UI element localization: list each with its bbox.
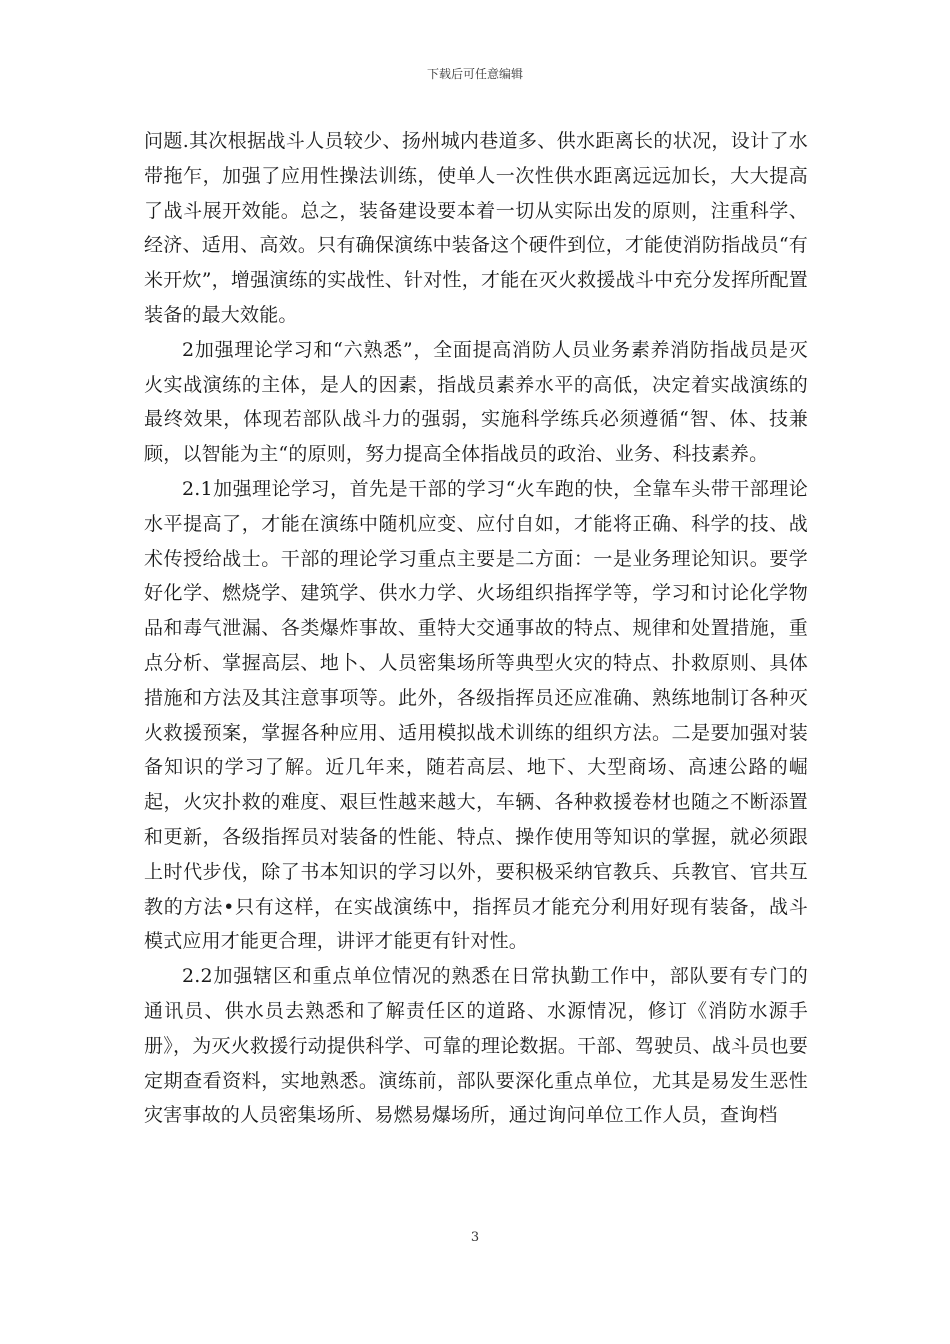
paragraph-section-2: 2加强理论学习和“六熟悉”，全面提高消防人员业务素养消防指战员是灭火实战演练的主体，是人的因素，指战员素养水平的高低，决定着实战演练的最终效果，体现若部队战斗力的强弱，实施科学练兵必须遵循“智、体、技兼顾，以智能为主“的原则，努力提高全体指战员的政治、业务、科技素养。 <box>144 338 808 466</box>
page-header: 下载后可任意编辑 <box>426 67 523 81</box>
paragraph-equipment-summary: 问题.其次根据战斗人员较少、扬州城内巷道多、供水距离长的状况，设计了水带拖乍，加强了应用性操法训练，使单人一次性供水距离远远加长，大大提高了战斗展开效能。总之，装备建设要本着一切从实际出发的原则，注重科学、经济、适用、高效。只有确保演练中装备这个硬件到位，才能使消防指战员“有米开炊”，增强演练的实战性、针对性，才能在灭火救援战斗中充分发挥所配置装备的最大效能。 <box>144 130 808 326</box>
document-body <box>144 124 808 1133</box>
paragraph-section-2-2: 2.2加强辖区和重点单位情况的熟悉在日常执勤工作中，部队要有专门的通讯员、供水员去熟悉和了解责任区的道路、水源情况，修订《消防水源手册》，为灭火救援行动提供科学、可靠的理论数据。干部、驾驶员、战斗员也要定期查看资料，实地熟悉。演练前，部队要深化重点单位，尤其是易发生恶性灾害事故的人员密集场所、易燃易爆场所，通过询问单位工作人员，查询档 <box>144 965 808 1127</box>
paragraph-section-2-1: 2.1加强理论学习，首先是干部的学习“火车跑的快，全靠车头带干部理论水平提高了，才能在演练中随机应变、应付自如，才能将正确、科学的技、战术传授给战士。干部的理论学习重点主要是二方面：一是业务理论知识。要学好化学、燃烧学、建筑学、供水力学、火场组织指挥学等，学习和讨论化学物品和毒气泄漏、各类爆炸事故、重特大交通事故的特点、规律和处置措施，重点分析、掌握高层、地卜、人员密集场所等典型火灾的特点、扑救原则、具体措施和方法及其注意事项等。此外，各级指挥员还应准确、熟练地制订各种灭火救援预案，掌握各种应用、适用模拟战术训练的组织方法。二是要加强对装备知识的学习了解。近几年来，随若高层、地下、大型商场、高速公路的崛起，火灾扑救的难度、艰巨性越来越大，车辆、各种救援卷材也随之不断添置和更新，各级指挥员对装备的性能、特点、操作使用等知识的掌握，就必须跟上时代步伐，除了书本知识的学习以外，要积极采纳官教兵、兵教官、官共互教的方法•只有这样，在实战演练中，指挥员才能充分利用好现有装备，战斗模式应用才能更合理，讲评才能更有针对性。 <box>144 477 808 953</box>
page-number: 3 <box>470 1230 480 1245</box>
